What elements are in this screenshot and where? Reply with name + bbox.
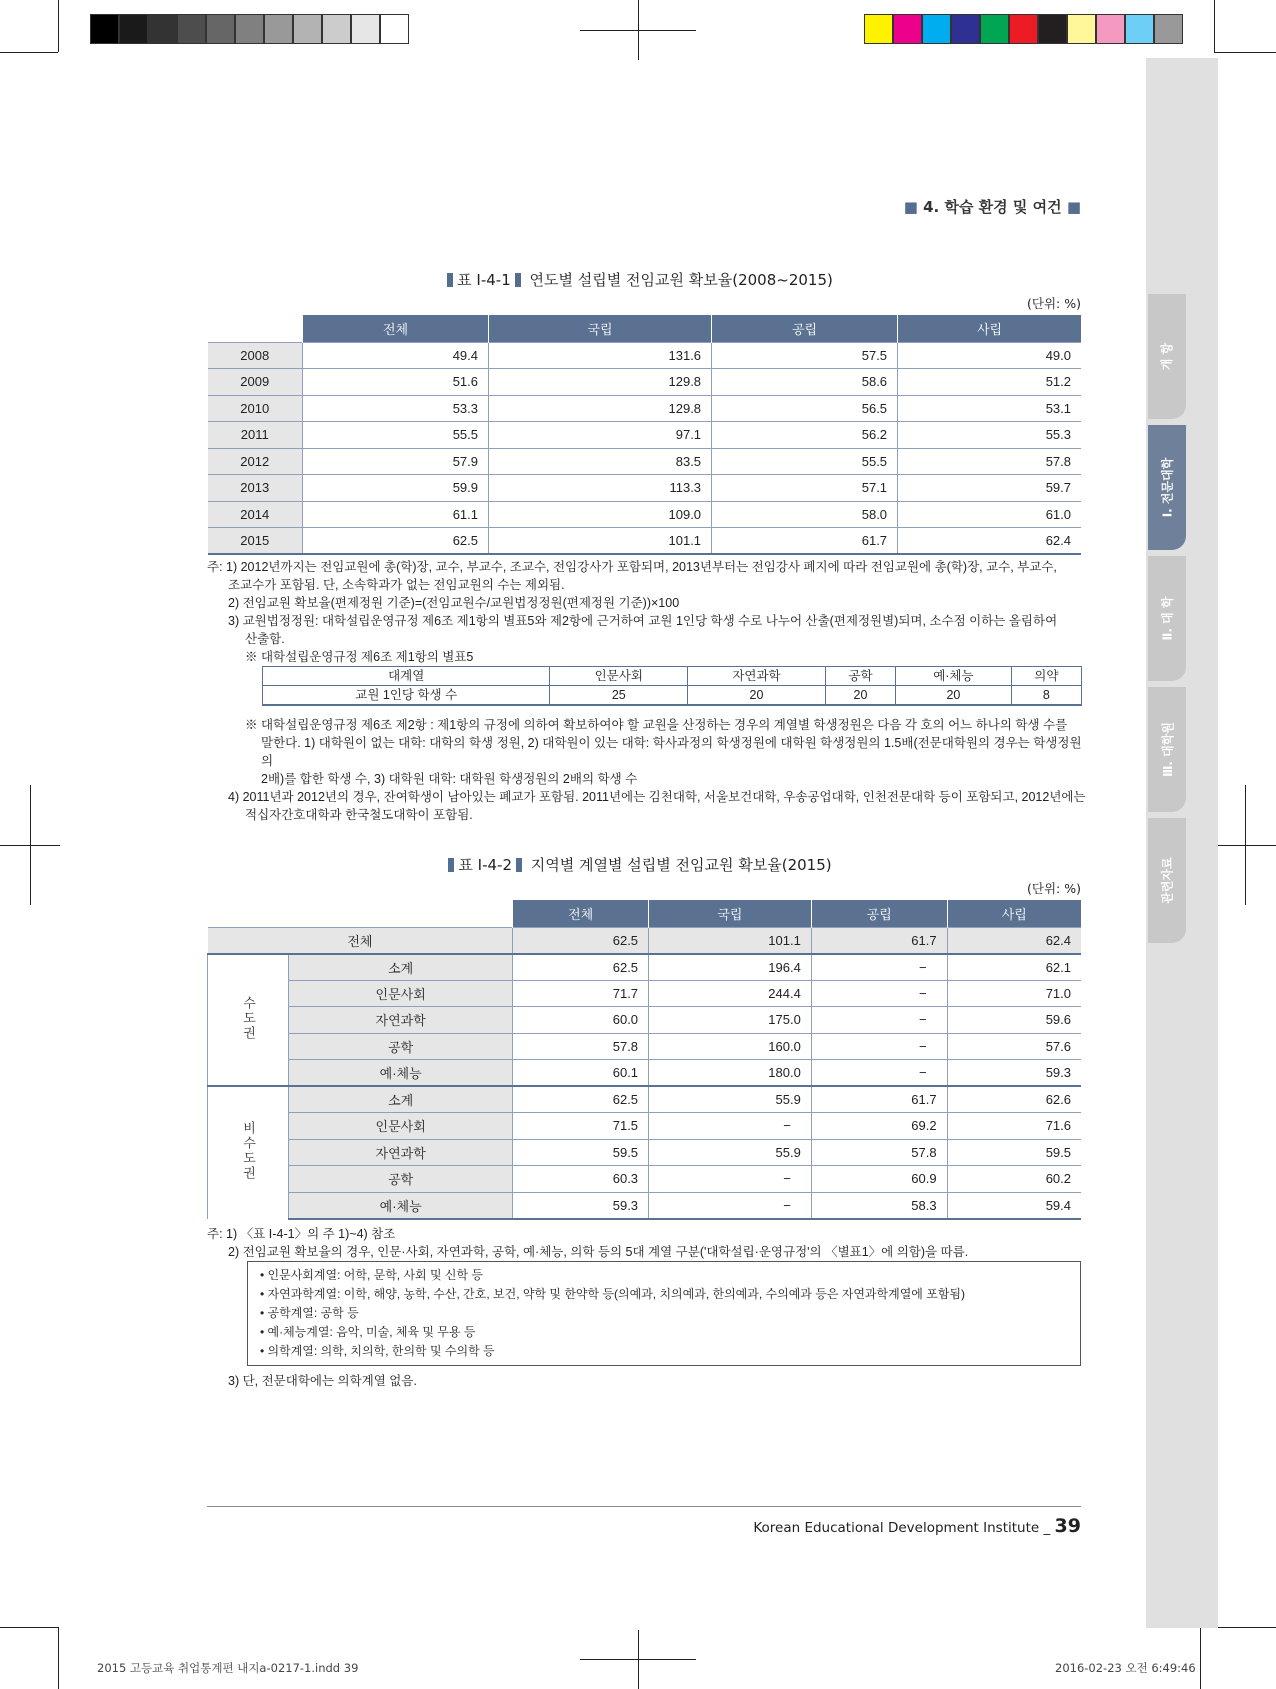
gray-swatch bbox=[177, 14, 206, 44]
section-title: 4. 학습 환경 및 여건 bbox=[923, 198, 1062, 216]
crop-mark bbox=[0, 52, 58, 53]
page-number: 39 bbox=[1054, 1515, 1081, 1537]
color-swatch bbox=[1067, 14, 1096, 44]
cell: 59.7 bbox=[898, 475, 1081, 502]
cell: 59.4 bbox=[947, 1192, 1081, 1219]
note: ※ 대학설립운영규정 제6조 제2항 : 제1항의 규정에 의하여 확보하여야 할 교원을 산정하는 경우의 계열별 학생정원은 다음 각 호의 어느 하나의 학생 수를 bbox=[245, 718, 1068, 732]
cell: − bbox=[649, 1113, 812, 1140]
box-item: • 공학계열: 공학 등 bbox=[260, 1306, 359, 1320]
cell: 60.9 bbox=[811, 1166, 947, 1193]
cell: 69.2 bbox=[811, 1113, 947, 1140]
year-label: 2013 bbox=[208, 475, 303, 502]
cell: 61.0 bbox=[898, 501, 1081, 528]
cell: 83.5 bbox=[489, 448, 712, 475]
color-swatch bbox=[893, 14, 922, 44]
chapter-tab[interactable] bbox=[1148, 425, 1186, 550]
crop-mark bbox=[58, 0, 59, 52]
cell: 57.8 bbox=[513, 1033, 649, 1060]
region-label: 비수도권 bbox=[241, 1121, 256, 1182]
cell: 20 bbox=[688, 686, 826, 706]
cell: 62.5 bbox=[513, 1086, 649, 1113]
field-label: 소계 bbox=[289, 1086, 513, 1113]
cell: − bbox=[811, 1007, 947, 1034]
table2-title: 지역별 계열별 설립별 전임교원 확보율(2015) bbox=[530, 856, 832, 874]
table2-notes bbox=[207, 1225, 1087, 1390]
cell: 57.8 bbox=[898, 448, 1081, 475]
field-label: 소계 bbox=[289, 954, 513, 981]
note: 3) 단, 전문대학에는 의학계열 없음. bbox=[228, 1374, 417, 1388]
cell: 196.4 bbox=[649, 954, 812, 981]
color-swatch bbox=[1038, 14, 1067, 44]
total-row bbox=[208, 927, 1082, 954]
field-label: 인문사회 bbox=[289, 980, 513, 1007]
cell: 62.4 bbox=[898, 528, 1081, 555]
table-row bbox=[208, 1033, 1082, 1060]
table1-caption bbox=[0, 269, 1276, 290]
header-row bbox=[208, 900, 1082, 927]
cell: 56.2 bbox=[712, 422, 898, 449]
header-row bbox=[208, 315, 1082, 342]
gray-swatch bbox=[264, 14, 293, 44]
section-heading: ■ 4. 학습 환경 및 여건 ■ bbox=[903, 198, 1081, 216]
cell: 55.9 bbox=[649, 1139, 812, 1166]
cell: 160.0 bbox=[649, 1033, 812, 1060]
registration-mark bbox=[1215, 845, 1276, 846]
gray-swatch bbox=[351, 14, 380, 44]
cell: 20 bbox=[896, 686, 1012, 706]
table2-number: 표 Ⅰ-4-2 bbox=[458, 856, 513, 874]
chapter-tab[interactable] bbox=[1148, 818, 1186, 943]
field-label: 예·체능 bbox=[289, 1192, 513, 1219]
table-row bbox=[208, 475, 1082, 502]
table-row bbox=[208, 448, 1082, 475]
column-header: 국립 bbox=[649, 900, 812, 927]
year-label: 2014 bbox=[208, 501, 303, 528]
cell: 8 bbox=[1011, 686, 1081, 706]
cell: 131.6 bbox=[489, 342, 712, 369]
cell: 57.6 bbox=[947, 1033, 1081, 1060]
color-swatch bbox=[1125, 14, 1154, 44]
cell: 55.3 bbox=[898, 422, 1081, 449]
cell: − bbox=[649, 1166, 812, 1193]
cell: 71.7 bbox=[513, 980, 649, 1007]
cell: 25 bbox=[550, 686, 688, 706]
category-box bbox=[247, 1261, 1081, 1366]
cell: 60.2 bbox=[947, 1166, 1081, 1193]
field-label: 인문사회 bbox=[289, 1113, 513, 1140]
cell: 71.0 bbox=[947, 980, 1081, 1007]
column-header: 국립 bbox=[489, 315, 712, 342]
crop-mark bbox=[1200, 1627, 1201, 1689]
row-label: 전체 bbox=[208, 927, 513, 954]
table-row bbox=[208, 954, 1082, 981]
box-item: • 의학계열: 의학, 치의학, 한의학 및 수의학 등 bbox=[260, 1344, 495, 1358]
cell: 55.9 bbox=[649, 1086, 812, 1113]
note: 적십자간호대학과 한국철도대학이 포함됨. bbox=[245, 808, 473, 822]
cell: 62.5 bbox=[303, 528, 489, 555]
table-row bbox=[208, 422, 1082, 449]
cell: − bbox=[649, 1192, 812, 1219]
cell: 62.6 bbox=[947, 1086, 1081, 1113]
color-swatch bbox=[1154, 14, 1183, 44]
cell: 57.8 bbox=[811, 1139, 947, 1166]
table2-unit: (단위: %) bbox=[1027, 881, 1081, 896]
registration-mark bbox=[580, 30, 696, 31]
box-item: • 자연과학계열: 이학, 해양, 농학, 수산, 간호, 보건, 약학 및 한약학 등(의예과, 치의예과, 한의예과, 수의예과 등은 자연과학계열에 포함됨) bbox=[260, 1287, 965, 1301]
cell: 109.0 bbox=[489, 501, 712, 528]
registration-mark bbox=[0, 845, 60, 846]
color-swatch bbox=[980, 14, 1009, 44]
table-row bbox=[208, 1139, 1082, 1166]
crop-mark bbox=[58, 1627, 59, 1689]
corner-cell bbox=[208, 900, 513, 927]
color-swatch bbox=[922, 14, 951, 44]
crop-mark bbox=[1214, 52, 1276, 53]
table1-number: 표 Ⅰ-4-1 bbox=[457, 271, 511, 289]
note: 산출함. bbox=[245, 632, 285, 646]
box-item: • 예·체능계열: 음악, 미술, 체육 및 무용 등 bbox=[260, 1325, 476, 1339]
cell: 59.5 bbox=[947, 1139, 1081, 1166]
column-header bbox=[208, 315, 303, 342]
color-swatch bbox=[951, 14, 980, 44]
column-header: 사립 bbox=[947, 900, 1081, 927]
note: 4) 2011년과 2012년의 경우, 잔여학생이 남아있는 폐교가 포함됨. 2011년에는 김천대학, 서울보건대학, 우송공업대학, 인천전문대학 등이 포함되고, 2012년에는 bbox=[228, 790, 1086, 804]
chapter-tab[interactable] bbox=[1148, 687, 1186, 812]
table1-notes bbox=[207, 558, 1087, 824]
box-item: • 인문사회계열: 어학, 문학, 사회 및 신학 등 bbox=[260, 1268, 484, 1282]
cell: 51.2 bbox=[898, 369, 1081, 396]
cell: 101.1 bbox=[489, 528, 712, 555]
region-label: 수도권 bbox=[241, 995, 256, 1041]
table1-unit: (단위: %) bbox=[1027, 296, 1081, 311]
cell: 53.3 bbox=[303, 395, 489, 422]
cell: − bbox=[811, 1060, 947, 1087]
cell: 62.5 bbox=[513, 927, 649, 954]
cell: 60.1 bbox=[513, 1060, 649, 1087]
cell: 62.4 bbox=[947, 927, 1081, 954]
gray-swatch bbox=[148, 14, 177, 44]
cell: 자연과학 bbox=[688, 667, 826, 686]
cell: 57.5 bbox=[712, 342, 898, 369]
cell: 대계열 bbox=[263, 667, 550, 686]
chapter-tab-label: Ⅱ. 대 학 bbox=[1160, 596, 1175, 641]
cell: 공학 bbox=[825, 667, 895, 686]
slug-file: 2015 고등교육 취업통계편 내지a-0217-1.indd 39 bbox=[97, 1661, 359, 1675]
chapter-tab[interactable] bbox=[1148, 294, 1186, 419]
cell: 71.5 bbox=[513, 1113, 649, 1140]
gray-swatch bbox=[235, 14, 264, 44]
cell: 49.0 bbox=[898, 342, 1081, 369]
region-cell bbox=[208, 954, 289, 1087]
cell: 62.5 bbox=[513, 954, 649, 981]
chapter-tab-label: 관련자료 bbox=[1160, 857, 1175, 904]
column-header: 사립 bbox=[898, 315, 1081, 342]
cell: 180.0 bbox=[649, 1060, 812, 1087]
table-row bbox=[208, 1086, 1082, 1113]
cell: − bbox=[811, 1033, 947, 1060]
field-label: 공학 bbox=[289, 1166, 513, 1193]
table1 bbox=[207, 315, 1081, 555]
note: ※ 대학설립운영규정 제6조 제1항의 별표5 bbox=[245, 650, 474, 664]
year-label: 2012 bbox=[208, 448, 303, 475]
note: 3) 교원법정정원: 대학설립운영규정 제6조 제1항의 별표5와 제2항에 근거하여 교원 1인당 학생 수로 나누어 산출(편제정원별)되며, 소수점 이하는 올림하여 bbox=[228, 614, 1058, 628]
column-header: 공립 bbox=[811, 900, 947, 927]
cell: − bbox=[811, 980, 947, 1007]
table-row bbox=[208, 1113, 1082, 1140]
cell: 59.5 bbox=[513, 1139, 649, 1166]
gray-swatch bbox=[380, 14, 409, 44]
field-label: 공학 bbox=[289, 1033, 513, 1060]
gray-swatch bbox=[293, 14, 322, 44]
crop-mark bbox=[1214, 0, 1215, 52]
cell: 의약 bbox=[1011, 667, 1081, 686]
cell: 51.6 bbox=[303, 369, 489, 396]
field-label: 예·체능 bbox=[289, 1060, 513, 1087]
color-swatch bbox=[864, 14, 893, 44]
cell: 57.9 bbox=[303, 448, 489, 475]
cell: 59.9 bbox=[303, 475, 489, 502]
column-header: 전체 bbox=[303, 315, 489, 342]
table-row bbox=[208, 1060, 1082, 1087]
cell: 58.0 bbox=[712, 501, 898, 528]
cell: 59.6 bbox=[947, 1007, 1081, 1034]
table-row bbox=[208, 342, 1082, 369]
note: 조교수가 포함됨. 단, 소속학과가 없는 전임교원의 수는 제외됨. bbox=[228, 578, 565, 592]
chapter-tab-label: Ⅰ. 전문대학 bbox=[1160, 457, 1175, 518]
note: 말한다. 1) 대학원이 없는 대학: 대학의 학생 정원, 2) 대학원이 있는 대학: 학사과정의 학생정원에 대학원 학생정원의 1.5배(전문대학원의 경우는 학생정원의 bbox=[261, 736, 1082, 768]
color-swatch bbox=[1096, 14, 1125, 44]
gray-swatch bbox=[206, 14, 235, 44]
table-row bbox=[208, 980, 1082, 1007]
note: 2배)를 합한 학생 수, 3) 대학원 대학: 대학원 학생정원의 2배의 학생 수 bbox=[261, 772, 638, 786]
cell: 59.3 bbox=[513, 1192, 649, 1219]
cell: 61.1 bbox=[303, 501, 489, 528]
cell: 71.6 bbox=[947, 1113, 1081, 1140]
table-row bbox=[208, 1166, 1082, 1193]
column-header: 전체 bbox=[513, 900, 649, 927]
chapter-tab-label: 개 항 bbox=[1160, 342, 1175, 371]
cell: 244.4 bbox=[649, 980, 812, 1007]
cell: 교원 1인당 학생 수 bbox=[263, 686, 550, 706]
cell: 20 bbox=[825, 686, 895, 706]
cell: 59.3 bbox=[947, 1060, 1081, 1087]
table-row bbox=[208, 1192, 1082, 1219]
cell: 129.8 bbox=[489, 395, 712, 422]
table-row bbox=[263, 686, 1082, 706]
gray-swatch bbox=[119, 14, 148, 44]
cell: 62.1 bbox=[947, 954, 1081, 981]
cell: 55.5 bbox=[712, 448, 898, 475]
table-row bbox=[208, 1007, 1082, 1034]
ratio-table bbox=[262, 666, 1082, 706]
crop-mark bbox=[1214, 1627, 1276, 1628]
note: 주: 1) 〈표 Ⅰ-4-1〉의 주 1)~4) 참조 bbox=[207, 1227, 396, 1241]
cell: 58.3 bbox=[811, 1192, 947, 1219]
cell: 101.1 bbox=[649, 927, 812, 954]
footer bbox=[753, 1515, 1081, 1537]
cell: 49.4 bbox=[303, 342, 489, 369]
table-row bbox=[208, 501, 1082, 528]
institute-name: Korean Educational Development Institute _ bbox=[753, 1520, 1051, 1536]
color-swatch bbox=[1009, 14, 1038, 44]
year-label: 2010 bbox=[208, 395, 303, 422]
cell: 57.1 bbox=[712, 475, 898, 502]
gray-swatch bbox=[90, 14, 119, 44]
slug-date: 2016-02-23 오전 6:49:46 bbox=[1055, 1661, 1196, 1675]
cell: 55.5 bbox=[303, 422, 489, 449]
year-label: 2011 bbox=[208, 422, 303, 449]
note: 2) 전임교원 확보율의 경우, 인문·사회, 자연과학, 공학, 예·체능, 의학 등의 5대 계열 구분('대학설립·운영규정'의 〈별표1〉에 의함)을 따름. bbox=[228, 1245, 969, 1259]
table-row bbox=[208, 395, 1082, 422]
cell: 129.8 bbox=[489, 369, 712, 396]
cell: 58.6 bbox=[712, 369, 898, 396]
registration-mark bbox=[580, 1659, 696, 1660]
cell: 60.0 bbox=[513, 1007, 649, 1034]
field-label: 자연과학 bbox=[289, 1139, 513, 1166]
chapter-tab[interactable] bbox=[1148, 556, 1186, 681]
cell: 97.1 bbox=[489, 422, 712, 449]
cell: 인문사회 bbox=[550, 667, 688, 686]
cell: 113.3 bbox=[489, 475, 712, 502]
cell: 61.7 bbox=[811, 1086, 947, 1113]
gray-swatch bbox=[322, 14, 351, 44]
cell: − bbox=[811, 954, 947, 981]
table-row bbox=[263, 667, 1082, 686]
cell: 61.7 bbox=[811, 927, 947, 954]
table-row bbox=[208, 528, 1082, 555]
field-label: 자연과학 bbox=[289, 1007, 513, 1034]
crop-mark bbox=[0, 1627, 58, 1628]
note: 2) 전임교원 확보율(편제정원 기준)=(전임교원수/교원법정정원(편제정원 기준))×100 bbox=[228, 596, 680, 610]
table2-caption bbox=[0, 854, 1276, 875]
region-cell bbox=[208, 1086, 289, 1219]
table-row bbox=[208, 369, 1082, 396]
cell: 60.3 bbox=[513, 1166, 649, 1193]
footer-rule bbox=[207, 1506, 1081, 1507]
cell: 예·체능 bbox=[896, 667, 1012, 686]
chapter-tab-label: Ⅲ. 대학원 bbox=[1160, 722, 1175, 777]
year-label: 2009 bbox=[208, 369, 303, 396]
cell: 175.0 bbox=[649, 1007, 812, 1034]
note: 주: 1) 2012년까지는 전임교원에 총(학)장, 교수, 부교수, 조교수, 전임강사가 포함되며, 2013년부터는 전임강사 폐지에 따라 전임교원에 총(학)장, 교수, 부교수, bbox=[207, 560, 1057, 574]
year-label: 2015 bbox=[208, 528, 303, 555]
table2 bbox=[207, 900, 1081, 1220]
cell: 61.7 bbox=[712, 528, 898, 555]
column-header: 공립 bbox=[712, 315, 898, 342]
year-label: 2008 bbox=[208, 342, 303, 369]
cell: 53.1 bbox=[898, 395, 1081, 422]
cell: 56.5 bbox=[712, 395, 898, 422]
table1-title: 연도별 설립별 전임교원 확보율(2008~2015) bbox=[529, 271, 833, 289]
